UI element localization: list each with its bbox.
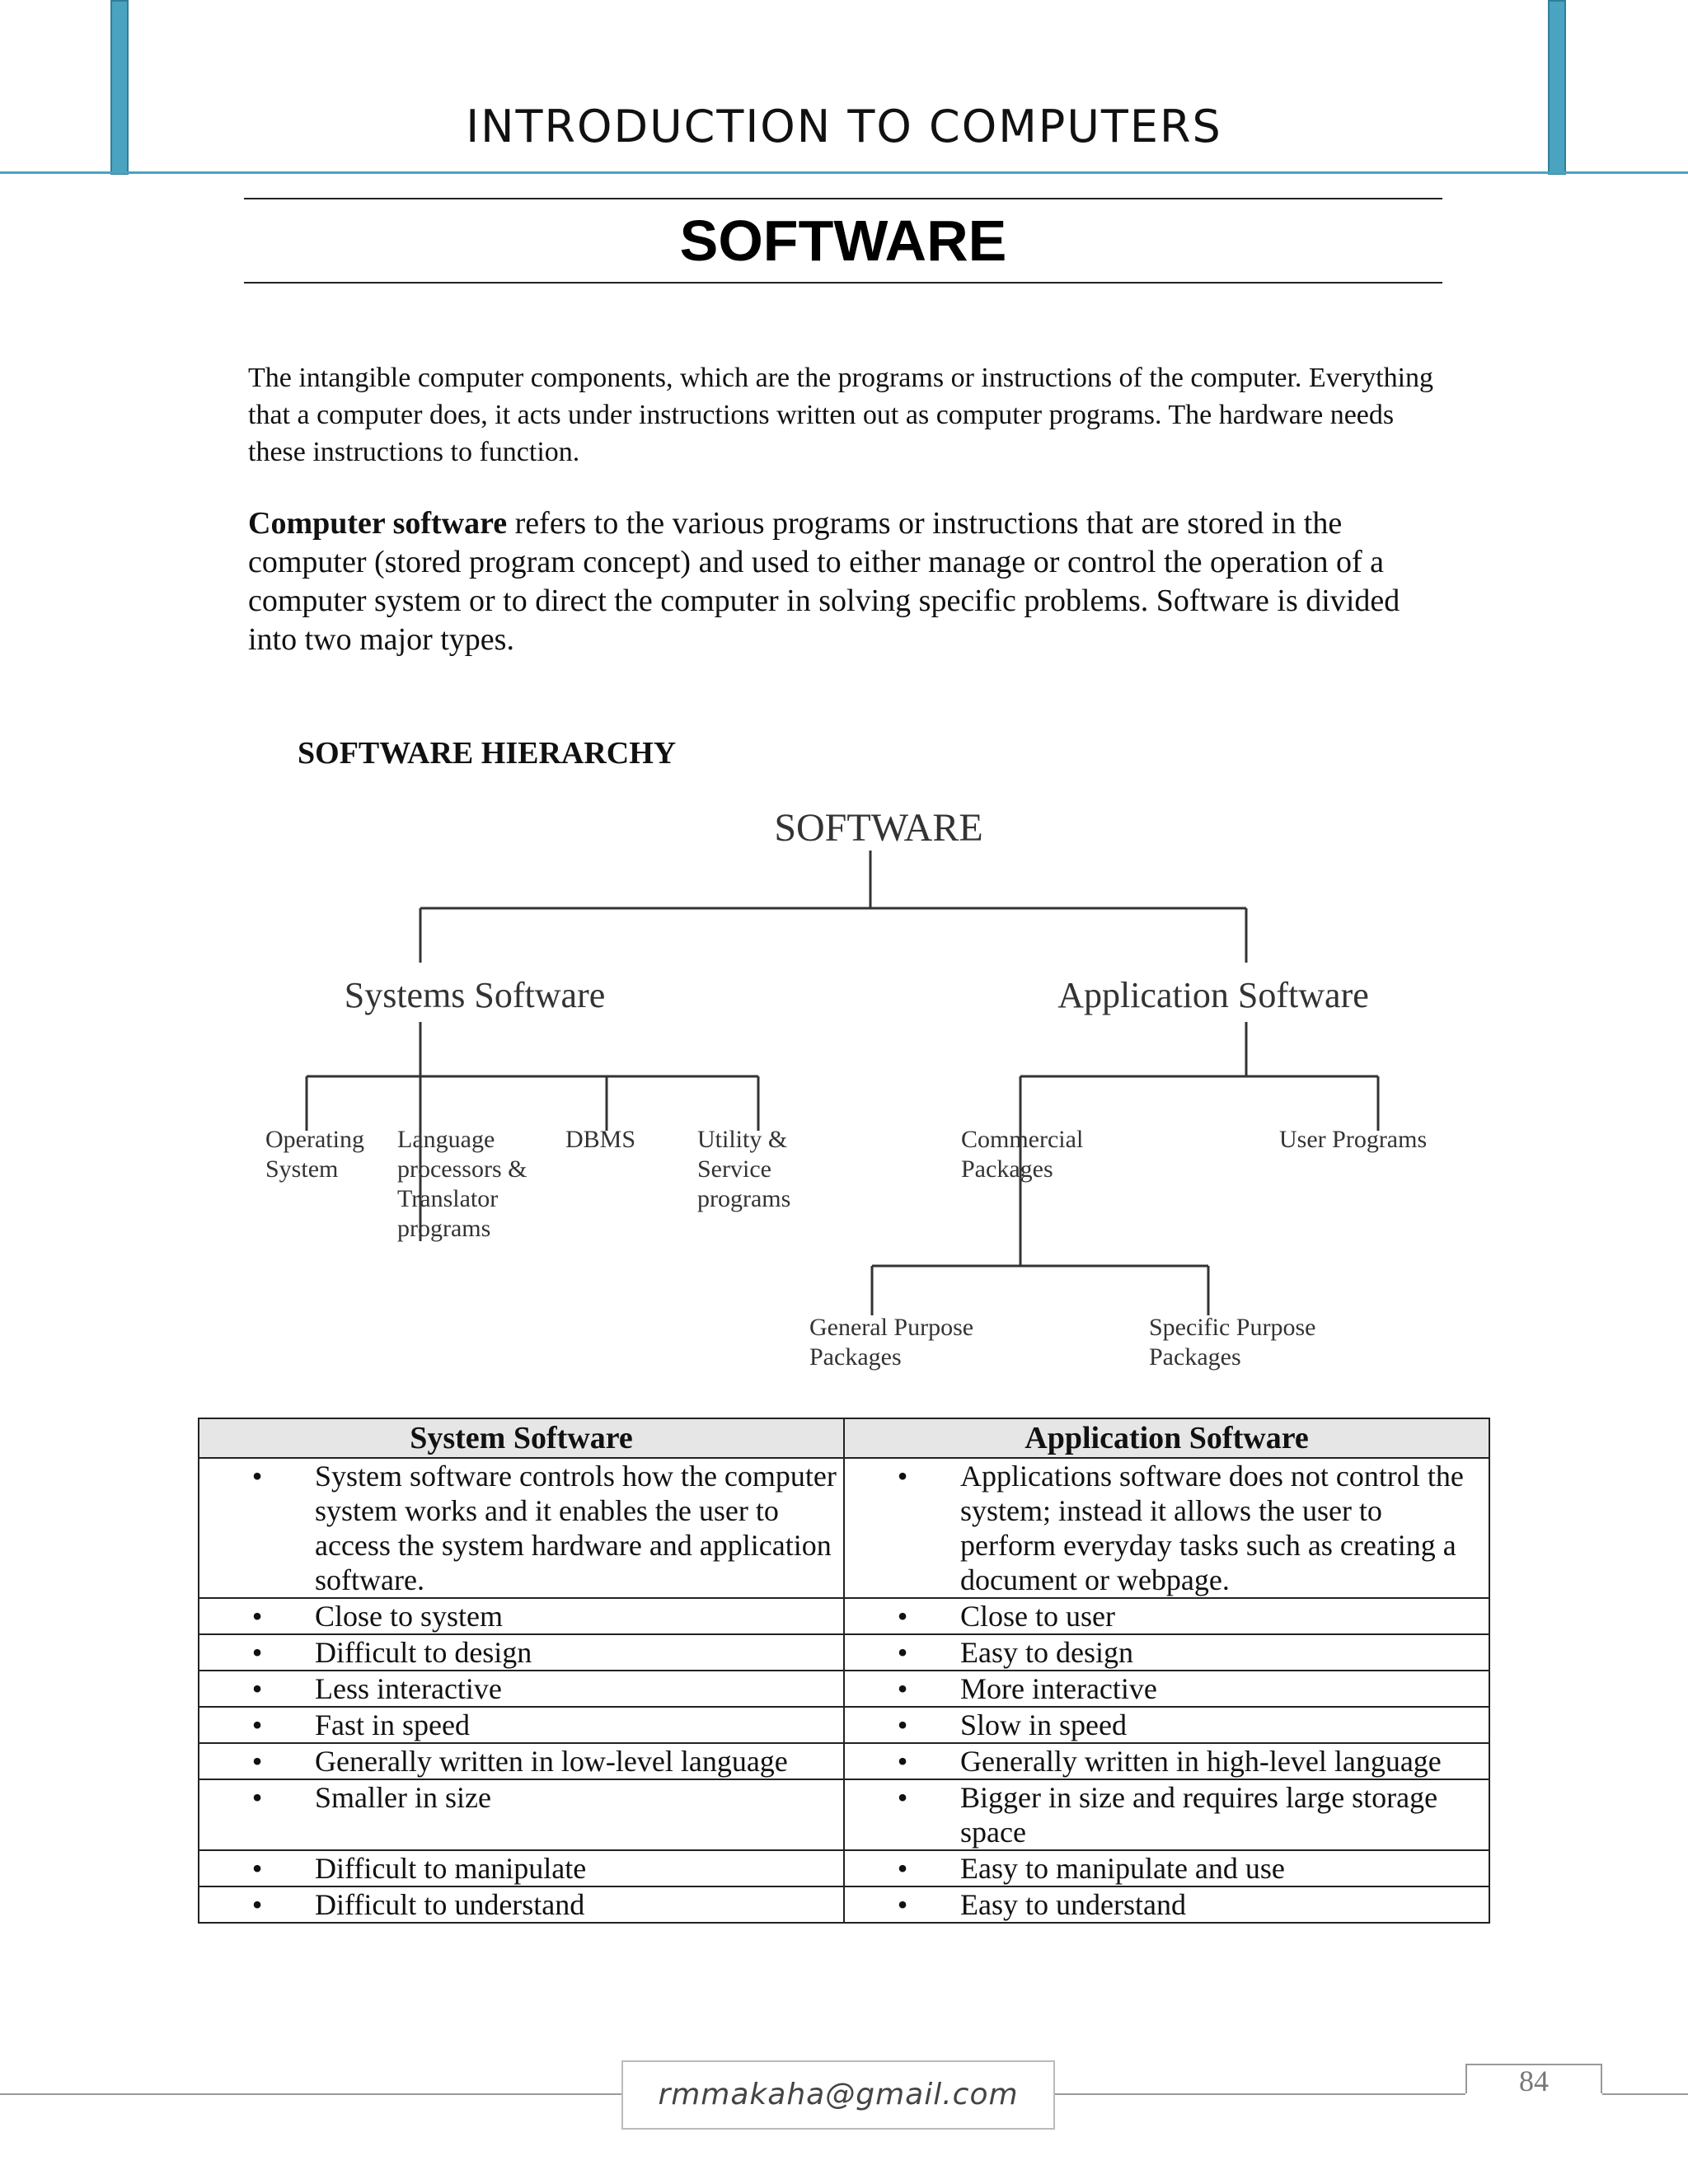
cell-text: Difficult to manipulate [315,1852,587,1885]
footer-rule-middle [1055,2093,1465,2095]
tree-leaf-commercial-packages [961,1126,1083,1183]
tree-leaf-language-processors [397,1126,527,1242]
tree-leaf-line: processors & [397,1155,528,1183]
tree-node-systems-software: Systems Software [344,975,606,1015]
system-software-cell [199,1671,844,1707]
bullet-icon: • [251,1460,263,1493]
tree-leaf-line: General Purpose [809,1314,974,1341]
tree-leaf-line: DBMS [565,1126,636,1153]
comparison-row [199,1743,1489,1779]
tree-leaf-line: Service [697,1155,771,1183]
tree-leaf-line: Language [397,1126,495,1153]
tree-leaf-line: Operating [265,1126,364,1153]
tree-leaf-line: Packages [809,1343,902,1371]
bullet-icon: • [251,1745,263,1778]
bullet-icon: • [897,1781,908,1814]
cell-text: Applications software does not control the system; instead it allows the user to perform everyday tasks such as creating a document or webpage. [960,1460,1464,1596]
tree-leaf-line: Packages [1149,1343,1241,1371]
system-software-cell [199,1458,844,1598]
application-software-cell [844,1743,1489,1779]
hierarchy-heading: SOFTWARE HIERARCHY [298,736,677,771]
system-software-cell [199,1707,844,1743]
system-software-cell [199,1634,844,1671]
cell-text: Easy to design [960,1636,1133,1669]
comparison-table [198,1418,1490,1924]
application-software-cell [844,1598,1489,1634]
cell-text: Difficult to understand [315,1888,585,1921]
tree-root: SOFTWARE [774,806,983,850]
bullet-icon: • [897,1636,908,1669]
definition-text: refers to the various programs or instructions that are stored in the computer (stored program concept) and used to either manage or control the operation of a computer system or to direct the computer in solving specific problems. Software is divided into two major types. [248,506,1400,657]
system-software-cell [199,1598,844,1634]
tree-leaf-user-programs [1279,1126,1427,1153]
comparison-row [199,1458,1489,1598]
cell-text: Easy to understand [960,1888,1186,1921]
comparison-row [199,1886,1489,1923]
bullet-icon: • [251,1708,263,1741]
tree-leaf-line: programs [397,1215,491,1242]
page-number: 84 [1519,2064,1549,2097]
tree-leaf-operating-system [265,1126,364,1183]
tree-leaf-specific-purpose [1149,1314,1315,1371]
application-software-cell [844,1707,1489,1743]
system-software-cell [199,1850,844,1886]
cell-text: Smaller in size [315,1781,491,1814]
bullet-icon: • [251,1781,263,1814]
tree-leaf-line: Packages [961,1155,1053,1183]
application-software-cell [844,1458,1489,1598]
tree-leaf-line: Utility & [697,1126,788,1153]
system-software-cell [199,1886,844,1923]
tree-leaf-dbms [565,1126,635,1153]
tree-node-application-software: Application Software [1057,975,1369,1015]
tree-leaf-line: System [265,1155,339,1183]
comparison-row [199,1671,1489,1707]
application-software-cell [844,1671,1489,1707]
bullet-icon: • [251,1636,263,1669]
bullet-icon: • [897,1672,908,1705]
system-software-cell [199,1743,844,1779]
cell-text: Difficult to design [315,1636,532,1669]
application-software-cell [844,1886,1489,1923]
tree-leaf-line: Specific Purpose [1149,1314,1316,1341]
comparison-row [199,1779,1489,1850]
column-header-system: System Software [199,1418,844,1458]
bullet-icon: • [251,1888,263,1921]
cell-text: Less interactive [315,1672,502,1705]
comparison-body [199,1458,1489,1923]
comparison-row [199,1707,1489,1743]
footer-rule-right [1602,2093,1688,2095]
cell-text: Slow in speed [960,1708,1127,1741]
intro-paragraph: The intangible computer components, which are the programs or instructions of the computer. Everything that a computer does, it acts under instructions written out as computer programs. The hardware needs these instructions to function. [248,363,1434,467]
bullet-icon: • [897,1745,908,1778]
tree-leaf-line: Translator [397,1185,499,1212]
bullet-icon: • [897,1460,908,1493]
tree-connectors [307,851,1378,1315]
cell-text: Generally written in low-level language [315,1745,788,1778]
cell-text: System software controls how the computer system works and it enables the user to access the system hardware and application software. [315,1460,837,1596]
application-software-cell [844,1779,1489,1850]
footer-email: rmmakaha@gmail.com [621,2060,1055,2130]
tree-leaf-line: User Programs [1279,1126,1428,1153]
bullet-icon: • [251,1852,263,1885]
system-software-cell [199,1779,844,1850]
tree-leaves [265,1126,1427,1371]
cell-text: Close to system [315,1600,504,1633]
comparison-row [199,1850,1489,1886]
cell-text: Generally written in high-level language [960,1745,1442,1778]
running-title: INTRODUCTION TO COMPUTERS [466,101,1222,152]
page-title: SOFTWARE [679,209,1007,273]
comparison-header-row [199,1418,1489,1458]
cell-text: More interactive [960,1672,1157,1705]
tree-leaf-line: programs [697,1185,791,1212]
bullet-icon: • [251,1672,263,1705]
bullet-icon: • [897,1600,908,1633]
tree-leaf-general-purpose [809,1314,973,1371]
cell-text: Close to user [960,1600,1115,1633]
application-software-cell [844,1850,1489,1886]
bullet-icon: • [897,1708,908,1741]
bullet-icon: • [897,1888,908,1921]
bullet-icon: • [251,1600,263,1633]
cell-text: Bigger in size and requires large storage space [960,1781,1438,1849]
footer-rule-left [0,2093,621,2095]
comparison-row [199,1598,1489,1634]
comparison-row [199,1634,1489,1671]
tree-leaf-utility-service [697,1126,790,1212]
application-software-cell [844,1634,1489,1671]
bullet-icon: • [897,1852,908,1885]
tree-leaf-line: Commercial [961,1126,1084,1153]
cell-text: Easy to manipulate and use [960,1852,1285,1885]
cell-text: Fast in speed [315,1708,470,1741]
definition-term: Computer software [248,506,508,541]
column-header-application: Application Software [844,1418,1489,1458]
